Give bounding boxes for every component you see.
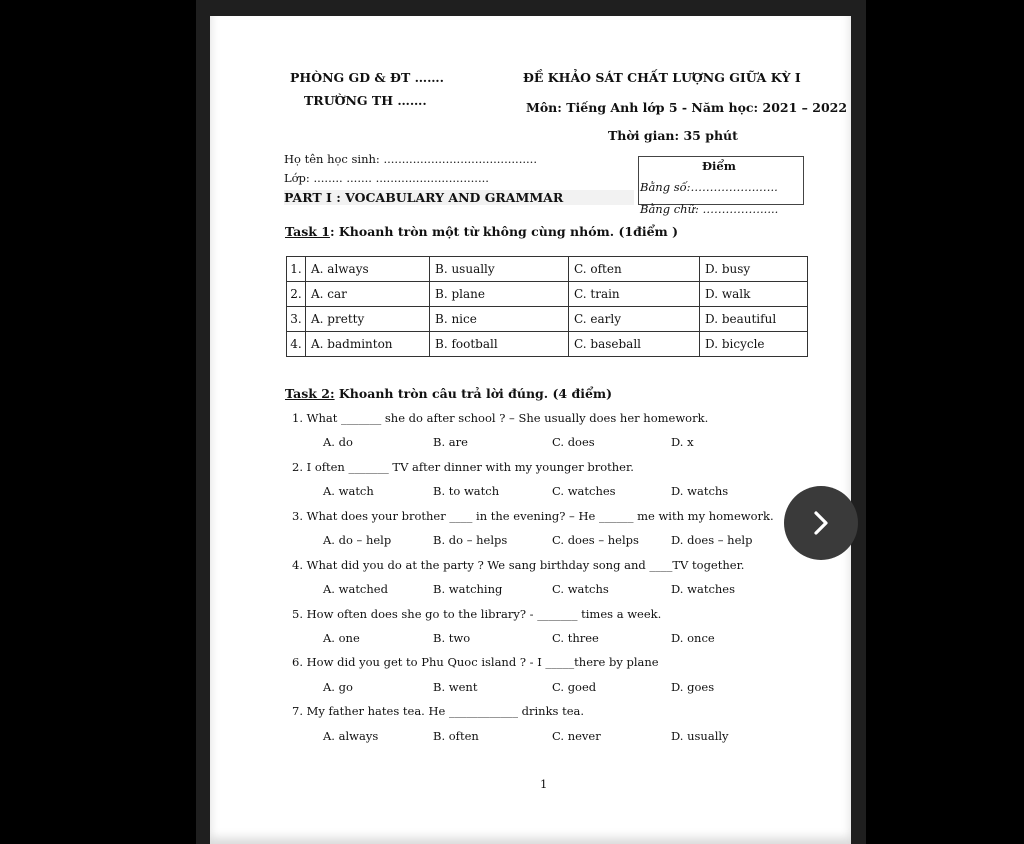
answer-a: A. do [323,435,353,449]
option-a: A. car [306,282,430,307]
answer-c: C. goed [552,680,597,694]
answer-d: D. once [671,631,715,645]
exam-title: ĐỀ KHẢO SÁT CHẤT LƯỢNG GIỮA KỲ I [523,70,801,85]
table-row [287,282,808,307]
option-a: A. always [306,257,430,282]
answer-b: B. do – helps [433,533,508,547]
answer-d: D. usually [671,729,729,743]
option-d: D. walk [700,282,808,307]
table-row [287,332,808,357]
part-heading: PART I : VOCABULARY AND GRAMMAR [284,190,634,205]
answer-b: B. to watch [433,484,500,498]
option-d: D. beautiful [700,307,808,332]
score-word-label: Bằng chữ: ……………..... [640,202,779,216]
task1-heading [285,224,678,239]
answer-d: D. does – help [671,533,753,547]
row-number: 3. [287,307,306,332]
question-text: 3. What does your brother ____ in the evening? – He ______ me with my homework. [292,509,774,523]
option-d: D. bicycle [700,332,808,357]
row-number: 4. [287,332,306,357]
option-a: A. badminton [306,332,430,357]
score-number-label: Bằng số:……………...….. [640,180,778,194]
answer-c: C. watches [552,484,616,498]
answer-c: C. does – helps [552,533,639,547]
option-c: C. baseball [569,332,700,357]
task2-heading [285,386,612,401]
option-b: B. usually [430,257,569,282]
dept-label: PHÒNG GD & ĐT ……. [290,70,444,85]
task1-label: Task 1 [285,224,330,239]
question-text: 2. I often _______ TV after dinner with my younger brother. [292,460,634,474]
question-text: 7. My father hates tea. He ____________ drinks tea. [292,704,585,718]
next-page-button[interactable] [784,486,858,560]
answer-c: C. does [552,435,595,449]
question-text: 6. How did you get to Phu Quoc island ? - I _____there by plane [292,655,659,669]
option-a: A. pretty [306,307,430,332]
answer-d: D. watchs [671,484,729,498]
time-line: Thời gian: 35 phút [608,128,738,143]
answer-b: B. watching [433,582,503,596]
question-text: 4. What did you do at the party ? We sang birthday song and ____TV together. [292,558,745,572]
answer-d: D. goes [671,680,715,694]
answer-a: A. one [323,631,360,645]
chevron-right-icon [810,510,832,536]
answer-c: C. never [552,729,601,743]
row-number: 1. [287,257,306,282]
option-d: D. busy [700,257,808,282]
answer-c: C. three [552,631,599,645]
answer-d: D. x [671,435,694,449]
answer-a: A. watched [323,582,388,596]
answer-a: A. always [323,729,379,743]
subject-line: Môn: Tiếng Anh lớp 5 - Năm học: 2021 – 2022 [526,100,848,115]
page-number: 1 [540,777,548,791]
option-c: C. often [569,257,700,282]
answer-b: B. went [433,680,478,694]
vocab-table [286,256,808,357]
option-c: C. early [569,307,700,332]
row-number: 2. [287,282,306,307]
answer-d: D. watches [671,582,735,596]
task2-label: Task 2: [285,386,335,401]
table-row [287,307,808,332]
score-title: Điểm [702,159,736,173]
question-text: 5. How often does she go to the library? - _______ times a week. [292,607,662,621]
task1-instruction: : Khoanh tròn một từ không cùng nhóm. (1điểm ) [329,224,679,239]
answer-c: C. watchs [552,582,609,596]
table-row [287,257,808,282]
option-b: B. nice [430,307,569,332]
option-b: B. plane [430,282,569,307]
option-c: C. train [569,282,700,307]
answer-b: B. are [433,435,468,449]
student-name-field: Họ tên học sinh: .......................................... [284,152,537,166]
answer-b: B. often [433,729,479,743]
option-b: B. football [430,332,569,357]
task2-instruction: Khoanh tròn câu trả lời đúng. (4 điểm) [334,386,613,401]
document-page [210,16,851,844]
question-text: 1. What _______ she do after school ? – She usually does her homework. [292,411,709,425]
class-field: Lớp: ........ ....... ............................... [284,171,489,185]
answer-b: B. two [433,631,471,645]
answer-a: A. watch [323,484,374,498]
school-label: TRƯỜNG TH ……. [304,93,427,108]
answer-a: A. do – help [323,533,392,547]
answer-a: A. go [323,680,353,694]
